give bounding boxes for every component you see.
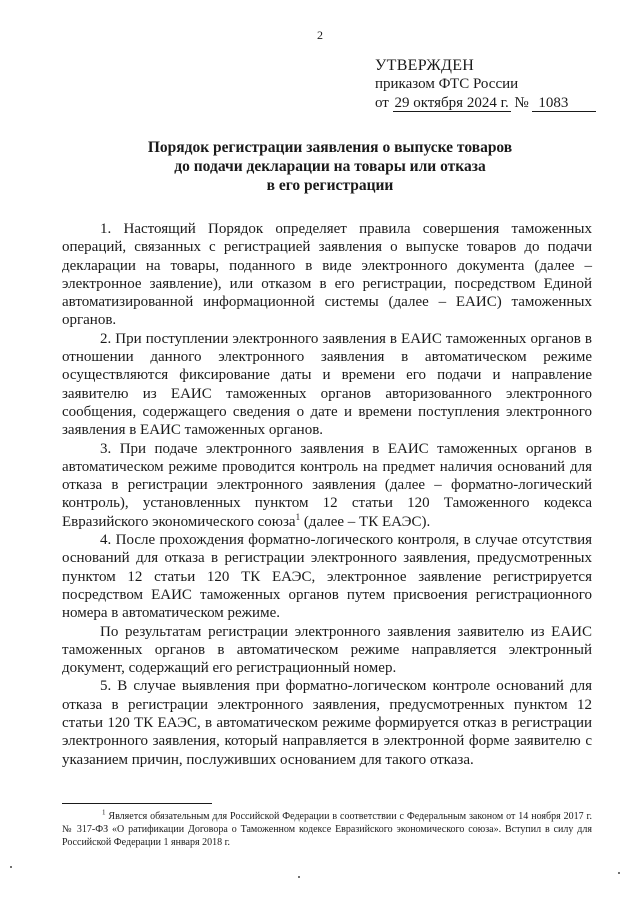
paragraph-4-continued: По результатам регистрации электронного заявления заявителю из ЕАИС таможенных органов в автоматическом режиме направляется электронный документ, содержащий его регистрационный номер. (62, 623, 592, 677)
footnote-reference: 1 (295, 511, 301, 522)
footnote (62, 810, 592, 849)
paragraph-2: 2. При поступлении электронного заявления в ЕАИС таможенных органов в отношении данного электронного заявления в автоматическом режиме осуществляются фиксирование даты и времени его подачи и направление заявителю из ЕАИС таможенных органов авторизованного электронного сообщения, содержащего сведения о дате и времени поступления электронного заявления в ЕАИС таможенных органов. (62, 330, 592, 439)
footnote-text: Является обязательным для Российской Федерации в соответствии с Федеральным законом от 14 ноября 2017 г. № 317-ФЗ «О ратификации Договора о Таможенном кодексе Евразийского экономического союза». Вступил в силу для Российской Федерации 1 января 2018 г. (62, 811, 592, 848)
approval-stamp (375, 56, 615, 113)
paragraph-1: 1. Настоящий Порядок определяет правила совершения таможенных операций, связанных с регистрацией заявления о выпуске товаров до подачи декларации на товары, поданного в виде электронного документа (далее – электронное заявление), или отказом в его регистрации, посредством Единой автоматизированной информационной системы (далее – ЕАИС) таможенных органов. (62, 221, 592, 329)
paragraph-3-text: 3. При подаче электронного заявления в ЕАИС таможенных органов в автоматическом режиме проводится контроль на предмет наличия оснований для отказа в регистрации электронного заявления (далее – форматно-логический контроль), установленных пунктом 12 статьи 120 Таможенного кодекса Евразийского экономического союза (62, 440, 592, 530)
approval-from-label: от (375, 95, 389, 111)
paragraph-5: 5. В случае выявления при форматно-логическом контроле оснований для отказа в регистрации электронного заявления, предусмотренных пунктом 12 статьи 120 ТК ЕАЭС, в автоматическом режиме формируется отказ в регистрации электронного заявления, который направляется в электронной форме заявителю с указанием причин, послуживших основанием для такого отказа. (62, 678, 592, 768)
footnote-divider (62, 803, 212, 804)
title-line: до подачи декларации на товары или отказа (174, 158, 486, 175)
approval-number-label: № (514, 95, 529, 111)
scan-artifact (10, 866, 12, 868)
paragraph-3 (62, 440, 592, 531)
approval-number: 1083 (532, 96, 596, 112)
title-line: в его регистрации (266, 177, 394, 194)
title-line: Порядок регистрации заявления о выпуске товаров (147, 139, 513, 156)
approval-date: 29 октября 2024 г. (394, 95, 509, 111)
footnote-mark: 1 (102, 808, 106, 817)
scan-artifact (298, 876, 300, 878)
page-number: 2 (317, 28, 323, 42)
approval-heading: УТВЕРЖДЕН (375, 57, 475, 74)
approval-order-line: приказом ФТС России (375, 76, 519, 92)
paragraph-3-tail: (далее – ТК ЕАЭС). (300, 513, 431, 530)
document-body (62, 220, 592, 769)
document-title (120, 138, 540, 195)
scan-artifact (618, 872, 620, 874)
approval-date-line (375, 94, 615, 113)
paragraph-4: 4. После прохождения форматно-логического контроля, в случае отсутствия оснований для отказа в регистрации электронного заявления, предусмотренных пунктом 12 статьи 120 ТК ЕАЭС, электронное заявление регистрируется посредством ЕАИС таможенных органов путем присвоения регистрационного номера в автоматическом режиме. (62, 532, 592, 622)
